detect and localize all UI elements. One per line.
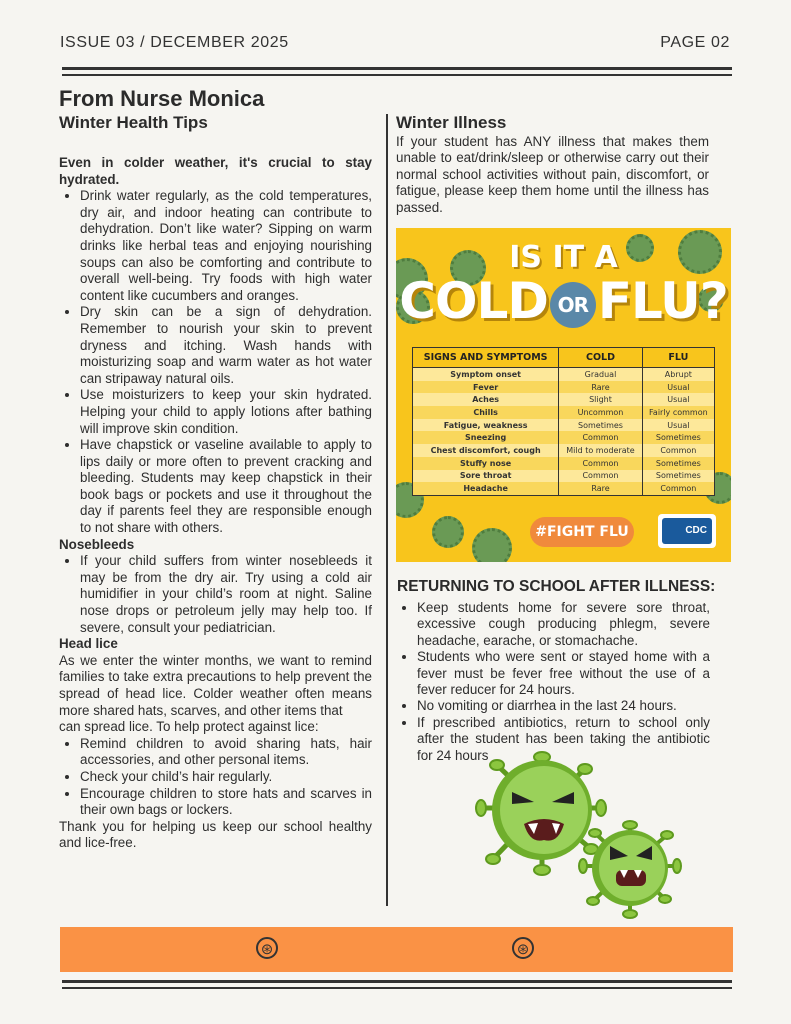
cold-cell: Rare <box>559 381 642 394</box>
nosebleeds-heading: Nosebleeds <box>59 536 135 552</box>
table-row <box>413 470 715 483</box>
return-to-school-list <box>396 600 710 764</box>
poster-cold-word: COLD <box>399 272 548 330</box>
column-header: COLD <box>559 348 642 368</box>
table-row <box>413 482 715 495</box>
cold-cell: Rare <box>559 482 642 495</box>
table-row <box>413 381 715 394</box>
list-item: • Drink water regularly, as the cold temperatures, dry air, and indoor heating can contribute to dehydration. Don’t like water? Sipping on warm drinks like herbal teas and enjoying nourishing soups can also be comforting and contribute to overall well-being. Try foods with high water content like cucumbers and oranges. <box>80 188 372 304</box>
cold-cell: Common <box>559 431 642 444</box>
flu-cell: Sometimes <box>642 457 714 470</box>
cold-cell: Sometimes <box>559 419 642 432</box>
issue-label: ISSUE 03 / DECEMBER 2025 <box>60 34 289 51</box>
right-column <box>396 112 709 216</box>
winter-illness-intro: If your student has ANY illness that makes them unable to eat/drink/sleep or otherwise carry out their normal school activities without pain, discomfort, or fatigue, please keep them home until the illness has passed. <box>396 134 709 215</box>
lice-tips-list <box>59 736 372 819</box>
cold-cell: Gradual <box>559 368 642 381</box>
return-to-school-heading: RETURNING TO SCHOOL AFTER ILLNESS: <box>397 578 716 595</box>
cold-or-flu-poster <box>396 228 731 562</box>
list-item: • Dry skin can be a sign of dehydration. Remember to nourish your skin to prevent dryness and itching. Wash hands with moisturizing soap and warm water as hot water can stripaway natural oils. <box>80 304 372 387</box>
column-header: FLU <box>642 348 714 368</box>
lice-intro: As we enter the winter months, we want to remind families to take extra precautions to help prevent the spread of head lice. Colder weather often means more shared hats, scarves, and other items that <box>59 652 372 718</box>
flu-cell: Usual <box>642 393 714 406</box>
cdc-logo-text: CDC <box>662 518 712 544</box>
big-germ-icon <box>476 752 606 875</box>
list-item: • No vomiting or diarrhea in the last 24 hours. <box>417 698 710 714</box>
header-rule-top <box>62 67 732 70</box>
flu-cell: Common <box>642 444 714 457</box>
footer-rule-bottom <box>62 987 732 989</box>
cdc-logo <box>658 514 716 548</box>
table-row <box>413 431 715 444</box>
small-germ-icon <box>579 821 681 918</box>
cold-cell: Common <box>559 457 642 470</box>
table-row <box>413 419 715 432</box>
list-item: • If prescribed antibiotics, return to school only after the student has been taking the antibiotic for 24 hours <box>417 715 710 764</box>
cold-cell: Common <box>559 470 642 483</box>
article-subtitle: Winter Health Tips <box>59 113 208 132</box>
symptom-cell: Symptom onset <box>413 368 559 381</box>
symptom-cell: Fatigue, weakness <box>413 419 559 432</box>
column-header: SIGNS AND SYMPTOMS <box>413 348 559 368</box>
left-column <box>59 86 372 852</box>
symptom-cell: Chest discomfort, cough <box>413 444 559 457</box>
page-number: PAGE 02 <box>660 34 730 51</box>
list-item: • Encourage children to store hats and scarves in their own bags or lockers. <box>80 786 372 819</box>
cold-cell: Mild to moderate <box>559 444 642 457</box>
table-row <box>413 393 715 406</box>
flu-cell: Fairly common <box>642 406 714 419</box>
list-item: • Keep students home for severe sore throat, excessive cough producing phlegm, severe headache, earache, or stomachache. <box>417 600 710 649</box>
fight-flu-badge: #FIGHT FLU <box>530 517 634 547</box>
symptom-cell: Sneezing <box>413 431 559 444</box>
table-header-row <box>413 348 715 368</box>
footer-rule-top <box>62 980 732 983</box>
table-row <box>413 406 715 419</box>
column-divider <box>386 114 388 906</box>
article-title: From Nurse Monica <box>59 86 265 111</box>
closing-text: Thank you for helping us keep our school healthy and lice-free. <box>59 818 372 851</box>
flu-cell: Common <box>642 482 714 495</box>
header-rule-bottom <box>62 74 732 76</box>
germ-monsters-illustration <box>472 748 707 924</box>
lice-intro-cont: can spread lice. To help protect against lice: <box>59 719 319 735</box>
symptom-cell: Aches <box>413 393 559 406</box>
symptom-cell: Headache <box>413 482 559 495</box>
list-item: • Use moisturizers to keep your skin hydrated. Helping your child to apply lotions after bathing will improve skin condition. <box>80 387 372 437</box>
poster-or-badge: OR <box>550 282 596 328</box>
winter-tips-list <box>59 188 372 536</box>
asterisk-circle-icon: ⊛ <box>256 937 278 959</box>
flu-cell: Usual <box>642 419 714 432</box>
virus-icon <box>472 528 512 562</box>
list-item: • Students who were sent or stayed home with a fever must be fever free without the use of a fever reducer for 24 hours. <box>417 649 710 698</box>
flu-cell: Sometimes <box>642 431 714 444</box>
poster-title-line1: IS IT A <box>509 240 618 275</box>
list-item: • If your child suffers from winter nosebleeds it may be from the dry air. Try using a cold air humidifier in your child’s room at night. Saline nose drops or petroleum jelly may help too. If severe, consult your pediatrician. <box>80 553 372 636</box>
list-item: • Check your child’s hair regularly. <box>80 769 372 786</box>
footer-banner <box>60 927 733 972</box>
return-to-school-section <box>396 600 710 764</box>
virus-icon <box>432 516 464 548</box>
symptom-cell: Stuffy nose <box>413 457 559 470</box>
winter-illness-heading: Winter Illness <box>396 113 507 132</box>
flu-cell: Abrupt <box>642 368 714 381</box>
flu-cell: Sometimes <box>642 470 714 483</box>
head-lice-heading: Head lice <box>59 636 118 652</box>
symptom-cell: Chills <box>413 406 559 419</box>
poster-title-line2 <box>396 272 731 330</box>
list-item: • Have chapstick or vaseline available to apply to lips daily or more often to prevent cracking and bleeding. Students may keep chapstick in their book bags or pockets and use it throughout the day if parents feel they are responsible enough to not share with others. <box>80 437 372 537</box>
table-row <box>413 457 715 470</box>
flu-cell: Usual <box>642 381 714 394</box>
cold-cell: Slight <box>559 393 642 406</box>
symptom-cell: Sore throat <box>413 470 559 483</box>
list-item: • Remind children to avoid sharing hats, hair accessories, and other personal items. <box>80 736 372 769</box>
symptom-cell: Fever <box>413 381 559 394</box>
poster-flu-word: FLU? <box>597 272 728 330</box>
cold-cell: Uncommon <box>559 406 642 419</box>
table-row <box>413 444 715 457</box>
table-row <box>413 368 715 381</box>
hydration-lead: Even in colder weather, it's crucial to stay hydrated. <box>59 155 372 187</box>
nosebleeds-list <box>59 553 372 636</box>
symptoms-table <box>412 347 715 496</box>
asterisk-circle-icon: ⊛ <box>512 937 534 959</box>
